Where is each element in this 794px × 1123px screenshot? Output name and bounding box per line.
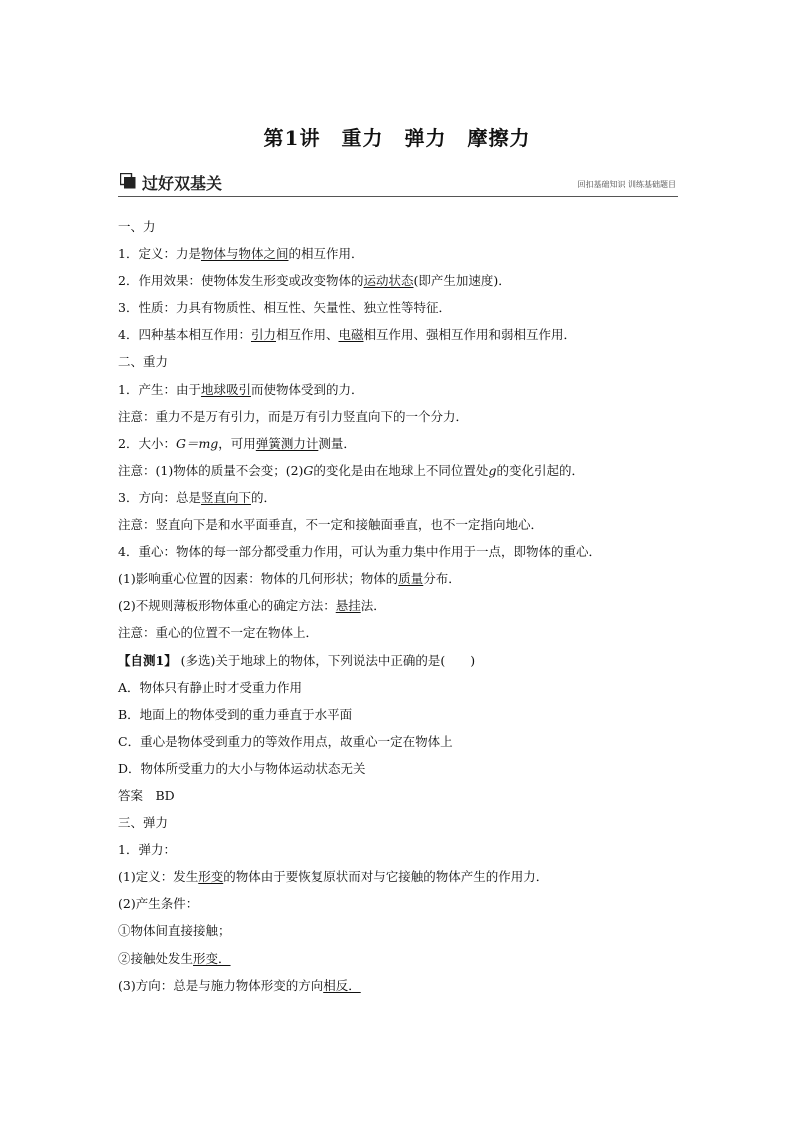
center-method xyxy=(118,596,688,623)
text: (2)不规则薄板形物体重心的确定方法： xyxy=(118,598,336,614)
blank-answer: 电磁 xyxy=(338,327,364,343)
text: 1．定义：力是 xyxy=(118,246,201,262)
text: 注意：(1)物体的质量不会变；(2) xyxy=(118,462,304,478)
gravity-direction-note: 注意：竖直向下是和水平面垂直，不一定和接触面垂直，也不一定指向地心． xyxy=(118,517,544,533)
text: 2．大小： xyxy=(118,435,176,451)
symbol: G xyxy=(303,462,314,478)
text: 的物体由于要恢复原状而对与它接触的物体产生的作用力． xyxy=(223,869,549,885)
text: 4．四种基本相互作用： xyxy=(118,327,251,343)
section-title: 过好双基关 xyxy=(142,174,223,193)
blank-answer: 引力 xyxy=(250,327,276,343)
option-c: C．重心是物体受到重力的等效作用点，故重心一定在物体上 xyxy=(118,733,453,749)
text: 的相互作用． xyxy=(288,246,364,262)
option-b: B．地面上的物体受到的重力垂直于水平面 xyxy=(118,706,353,722)
text: 测量． xyxy=(318,435,356,451)
elastic-definition xyxy=(118,867,688,894)
text: 相互作用、强相互作用和弱相互作用． xyxy=(363,327,577,343)
blank-answer: 相反． xyxy=(323,977,361,993)
force-effect xyxy=(118,271,688,298)
gravity-origin-note: 注意：重力不是万有引力，而是万有引力竖直向下的一个分力． xyxy=(118,408,469,424)
blank-answer: 运动状态 xyxy=(363,273,414,289)
blank-answer: 形变． xyxy=(193,950,231,966)
blank-answer: 物体与物体之间 xyxy=(200,246,289,262)
text: 法． xyxy=(360,598,386,614)
text: 2．作用效果：使物体发生形变或改变物体的 xyxy=(118,273,364,289)
force-property: 3．性质：力具有物质性、相互性、矢量性、独立性等特征． xyxy=(118,300,451,316)
blank-answer: 质量 xyxy=(398,571,424,587)
text: (多选)关于地球上的物体，下列说法中正确的是( ) xyxy=(176,652,476,668)
document-body xyxy=(118,217,688,1003)
elastic-title: 1．弹力： xyxy=(118,842,176,858)
blank-answer: 地球吸引 xyxy=(200,381,251,397)
blank-answer: 形变 xyxy=(198,869,224,885)
text: 1．产生：由于 xyxy=(118,381,201,397)
text: 相互作用、 xyxy=(275,327,339,343)
answer: 答案 BD xyxy=(118,787,175,803)
page-title: 第1讲 重力 弹力 摩擦力 xyxy=(263,126,531,150)
text: 的变化是由在地球上不同位置处 xyxy=(313,462,489,478)
section-subtitle: 回扣基础知识 训练基础题目 xyxy=(577,180,676,189)
text: (即产生加速度)． xyxy=(413,273,511,289)
elastic-condition-2 xyxy=(118,949,688,976)
gravity-direction xyxy=(118,488,688,515)
self-test-question xyxy=(118,651,688,678)
heading-gravity: 二、重力 xyxy=(118,354,169,370)
elastic-condition-1: ①物体间直接接触； xyxy=(118,923,231,939)
text: 的变化引起的． xyxy=(496,462,584,478)
center-note: 注意：重心的位置不一定在物体上． xyxy=(118,625,319,641)
blank-answer: 竖直向下 xyxy=(200,489,251,505)
gravity-origin xyxy=(118,380,688,407)
text: ，可用 xyxy=(218,435,256,451)
section-header xyxy=(118,170,678,197)
blank-answer: 悬挂 xyxy=(335,598,361,614)
gravity-magnitude-note xyxy=(118,461,688,488)
text: ②接触处发生 xyxy=(118,950,194,966)
heading-elastic: 三、弹力 xyxy=(118,815,169,831)
option-a: A．物体只有静止时才受重力作用 xyxy=(118,679,303,695)
text: (3)方向：总是与施力物体形变的方向 xyxy=(118,977,324,993)
formula: G＝mg xyxy=(175,435,219,451)
text: (1)影响重心位置的因素：物体的几何形状；物体的 xyxy=(118,571,399,587)
text: (1)定义：发生 xyxy=(118,869,199,885)
text: 而使物体受到的力． xyxy=(250,381,364,397)
text: 的． xyxy=(250,489,276,505)
elastic-conditions: (2)产生条件： xyxy=(118,896,199,912)
text: 3．方向：总是 xyxy=(118,489,201,505)
section-square-icon xyxy=(120,173,136,189)
text: 分布． xyxy=(423,571,461,587)
symbol: g xyxy=(488,462,497,478)
heading-force: 一、力 xyxy=(118,219,156,234)
self-test-label: 【自测1】 xyxy=(118,652,177,668)
center-factors xyxy=(118,569,688,596)
force-interactions xyxy=(118,325,688,352)
gravity-magnitude xyxy=(118,434,688,461)
center-of-gravity: 4．重心：物体的每一部分都受重力作用，可认为重力集中作用于一点，即物体的重心． xyxy=(118,544,601,560)
elastic-direction xyxy=(118,976,688,1003)
blank-answer: 弹簧测力计 xyxy=(255,435,319,451)
force-definition xyxy=(118,244,688,271)
option-d: D．物体所受重力的大小与物体运动状态无关 xyxy=(118,760,366,776)
